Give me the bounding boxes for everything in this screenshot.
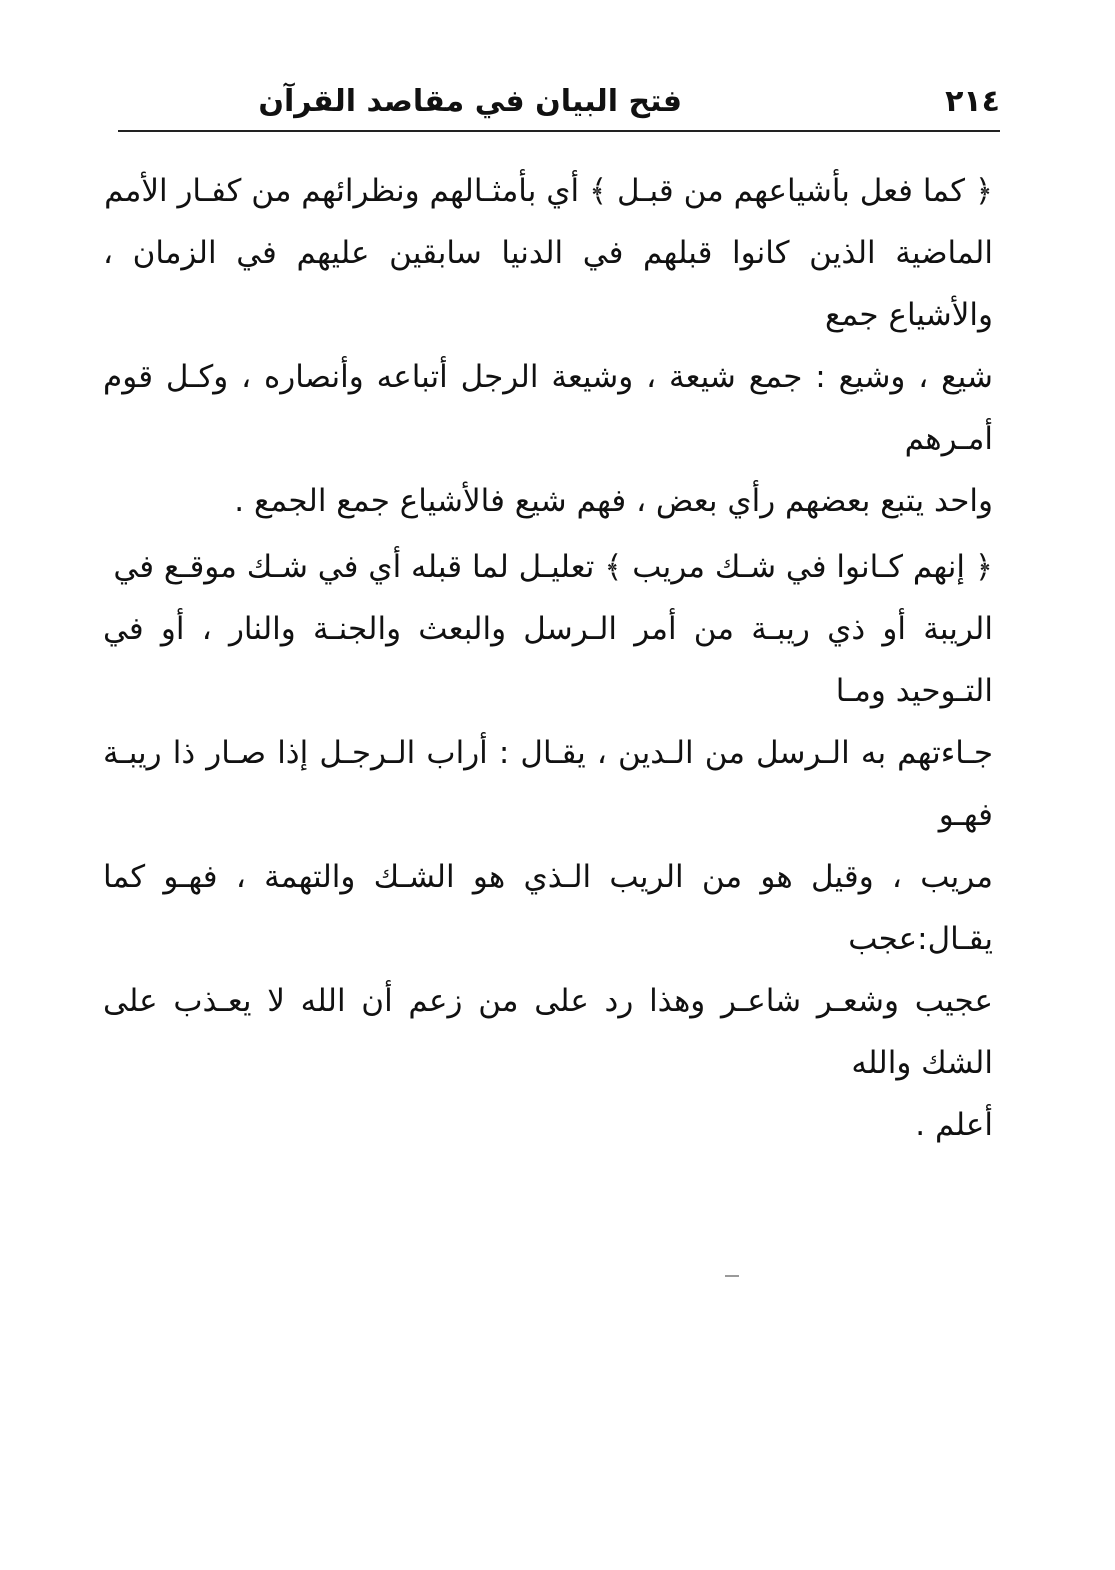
text-line: شيع ، وشيع : جمع شيعة ، وشيعة الرجل أتباعه وأنصاره ، وكـل قوم أمـرهم — [103, 359, 993, 457]
text-line: الريبة أو ذي ريبـة من أمر الـرسل والبعث والجنـة والنار ، أو في التـوحيد ومـا — [103, 611, 993, 709]
text-line: ﴿ إنهم كـانوا في شـك مريب ﴾ تعليـل لما قبله أي في شـك موقـع في — [113, 549, 993, 585]
text-line: واحد يتبع بعضهم رأي بعض ، فهم شيع فالأشياع جمع الجمع . — [234, 483, 993, 519]
page-header — [118, 78, 1000, 138]
paragraph-1 — [103, 160, 993, 532]
text-line: الماضية الذين كانوا قبلهم في الدنيا سابقين عليهم في الزمان ، والأشياع جمع — [103, 235, 993, 333]
text-line: جـاءتهم به الـرسل من الـدين ، يقـال : أراب الـرجـل إذا صـار ذا ريبـة فهـو — [103, 735, 993, 833]
text-line: عجيب وشعـر شاعـر وهذا رد على من زعم أن الله لا يعـذب على الشك والله — [103, 983, 993, 1081]
text-line: ﴿ كما فعل بأشياعهم من قبـل ﴾ أي بأمثـالهم ونظرائهم من كفـار الأمم — [104, 173, 993, 209]
running-title: فتح البيان في مقاصد القرآن — [258, 84, 682, 119]
paragraph-2 — [103, 536, 993, 1156]
scan-speck — [725, 1275, 739, 1277]
header-rule — [118, 130, 1000, 132]
text-line: مريب ، وقيل هو من الريب الـذي هو الشـك والتهمة ، فهـو كما يقـال:عجب — [103, 859, 993, 957]
body-text — [103, 160, 993, 1160]
text-line: أعلم . — [915, 1107, 993, 1143]
page-number: ٢١٤ — [945, 84, 1000, 119]
